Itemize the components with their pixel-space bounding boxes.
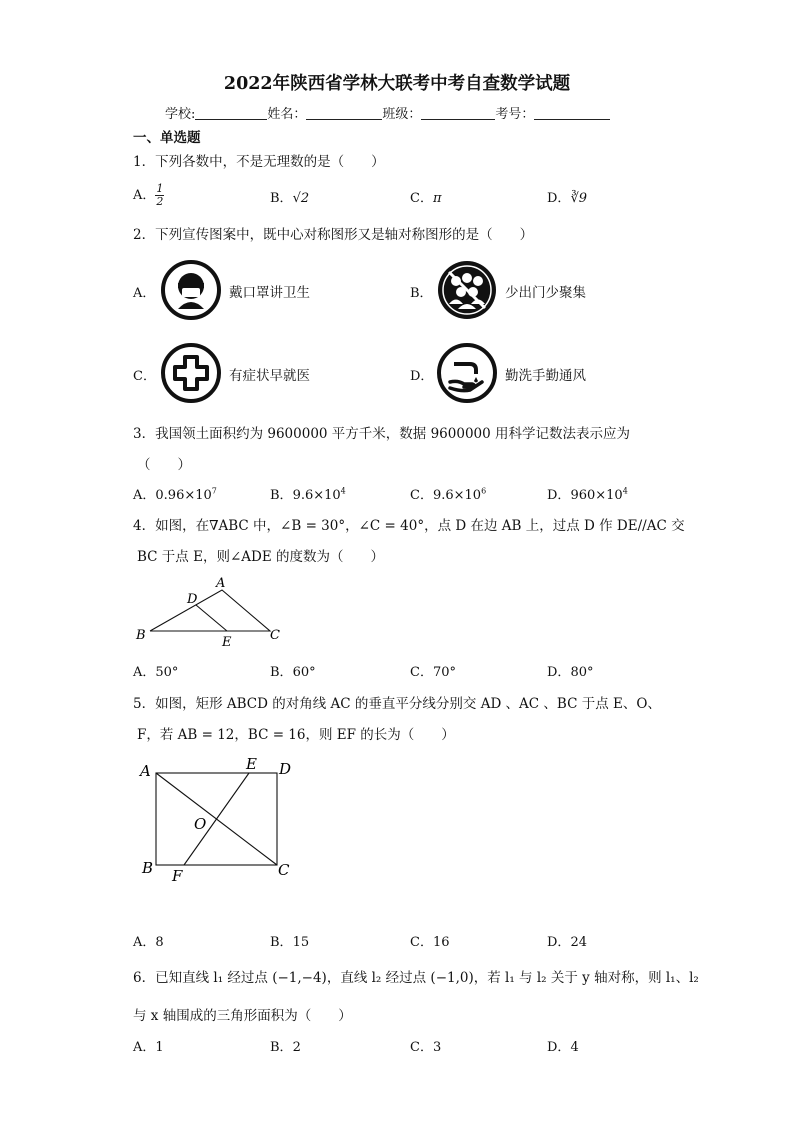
- q3-option-b: B．$9.6\times 10^4$: [270, 486, 346, 503]
- q4-option-b: B．60°: [270, 665, 316, 680]
- q5-label-b: B: [142, 859, 154, 877]
- q3-stem-line1: 3．我国领土面积约为 9600000 平方千米，数据 9600000 用科学记数法表示应为: [133, 426, 631, 442]
- q1-option-c: C．π: [410, 191, 442, 206]
- class-label: 班级：: [382, 107, 422, 122]
- q2-option-c-label: C．: [133, 369, 156, 384]
- number-blank: [534, 106, 610, 120]
- q2-option-b-text: 少出门少聚集: [505, 285, 586, 301]
- q2-option-b-label: B．: [410, 286, 433, 301]
- q3-stem-line2: （ ）: [137, 457, 191, 473]
- section-heading: 一、单选题: [133, 130, 201, 146]
- q5-label-c: C: [278, 861, 290, 879]
- page-title: 2022年陕西省学林大联考中考自查数学试题: [223, 74, 571, 94]
- q4-stem-line2: BC 于点 E，则∠ADE 的度数为（ ）: [137, 549, 384, 565]
- q1-stem: 1．下列各数中，不是无理数的是（ ）: [133, 154, 385, 170]
- q5-option-a: A．8: [133, 935, 164, 950]
- q4-triangle-abc: [150, 590, 270, 631]
- q6-stem-line2: 与 x 轴围成的三角形面积为（ ）: [133, 1008, 352, 1024]
- q6-option-a: A．1: [133, 1040, 164, 1055]
- q3-option-d: D．$960\times 10^4$: [547, 486, 628, 503]
- number-label: 考号：: [495, 107, 535, 122]
- q4-option-d: D．80°: [547, 665, 594, 680]
- q6-stem-line1: 6．已知直线 l₁ 经过点 (−1,−4)，直线 l₂ 经过点 (−1,0)，若 l₁ 与 l₂ 关于 y 轴对称，则 l₁、l₂: [133, 970, 699, 986]
- q3-option-c: C．$9.6\times 10^6$: [410, 486, 487, 503]
- q2-stem: 2．下列宣传图案中，既中心对称图形又是轴对称图形的是（ ）: [133, 227, 534, 243]
- q2-option-a-label: A．: [133, 286, 156, 301]
- q4-label-b: B: [136, 628, 146, 643]
- q2-option-d-label: D．: [410, 369, 434, 384]
- hand-wash-icon: [436, 342, 498, 404]
- q4-option-a: A．50°: [133, 665, 179, 680]
- q4-option-c: C．70°: [410, 665, 456, 680]
- name-label: 姓名：: [267, 107, 307, 122]
- student-info-line: [165, 103, 610, 122]
- q5-label-f: F: [172, 867, 183, 885]
- q5-label-d: D: [279, 760, 292, 778]
- q4-label-e: E: [222, 635, 232, 650]
- class-blank: [421, 106, 495, 120]
- q4-stem-line1: 4．如图，在∇ABC 中，∠B = 30°，∠C = 40°，点 D 在边 AB 上，过点 D 作 DE//AC 交: [133, 518, 685, 534]
- medical-cross-icon: [160, 342, 222, 404]
- mask-icon: [160, 259, 222, 321]
- q1-fraction: $\frac{1}{2}$: [156, 182, 164, 208]
- school-blank: [195, 106, 267, 120]
- q5-option-c: C．16: [410, 935, 450, 950]
- q5-stem-line2: F，若 AB = 12，BC = 16，则 EF 的长为（ ）: [137, 727, 455, 743]
- q2-option-c-text: 有症状早就医: [229, 368, 310, 384]
- q2-option-d-text: 勤洗手勤通风: [505, 368, 586, 384]
- q4-triangle-figure: [130, 572, 290, 652]
- q1-option-b: B．√2: [270, 191, 310, 206]
- q5-label-e: E: [246, 755, 257, 773]
- q5-label-o: O: [194, 815, 207, 833]
- q2-option-a-text: 戴口罩讲卫生: [229, 285, 310, 301]
- q3-option-a: A．$0.96\times 10^7$: [133, 486, 217, 503]
- q5-option-b: B．15: [270, 935, 310, 950]
- q4-label-a: A: [216, 576, 226, 591]
- q6-option-c: C．3: [410, 1040, 442, 1055]
- q6-option-d: D．4: [547, 1040, 579, 1055]
- q6-option-b: B．2: [270, 1040, 301, 1055]
- q4-label-d: D: [187, 592, 198, 607]
- q1-option-d: D．∛9: [547, 191, 587, 206]
- q1-option-a: A． $\frac{1}{2}$: [133, 182, 164, 208]
- q5-option-d: D．24: [547, 935, 587, 950]
- q5-label-a: A: [140, 762, 151, 780]
- name-blank: [306, 106, 382, 120]
- q4-segment-de: [196, 605, 227, 631]
- q5-stem-line1: 5．如图，矩形 ABCD 的对角线 AC 的垂直平分线分别交 AD 、AC 、BC 于点 E、O、: [133, 696, 661, 712]
- q4-label-c: C: [270, 628, 280, 643]
- q5-rectangle-figure: [130, 750, 310, 890]
- school-label: 学校:: [165, 107, 196, 122]
- crowd-icon: [436, 259, 498, 321]
